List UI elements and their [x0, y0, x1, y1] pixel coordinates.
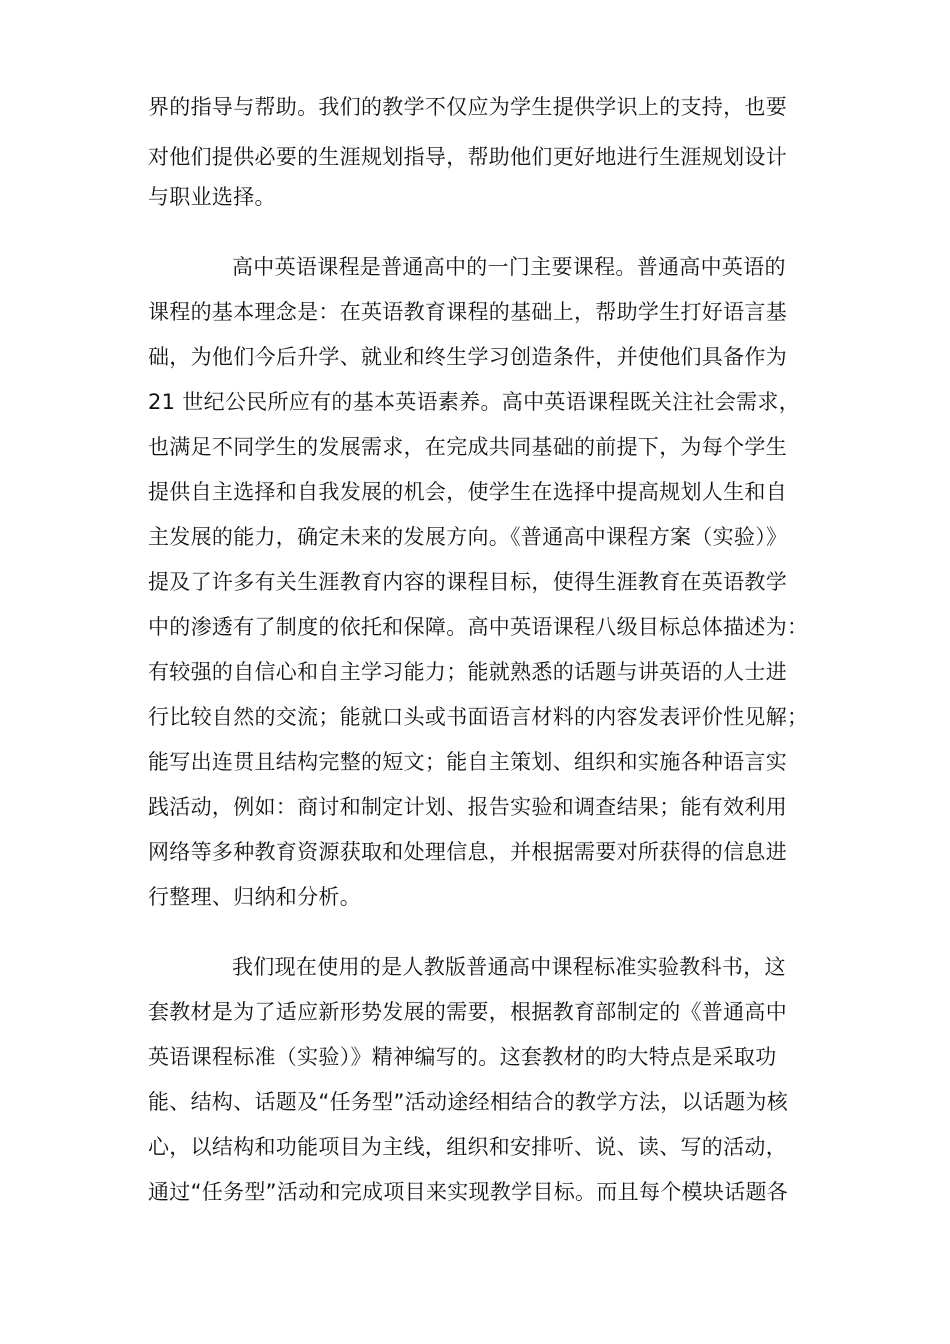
paragraph-2-line-5: 也满足不同学生的发展需求，在完成共同基础的前提下，为每个学生: [148, 435, 787, 459]
paragraph-1-line-1: 界的指导与帮助。我们的教学不仅应为学生提供学识上的支持，也要: [148, 95, 787, 119]
paragraph-2-line-10: 有较强的自信心和自主学习能力；能就熟悉的话题与讲英语的人士进: [148, 660, 787, 684]
paragraph-3-line-1: 我们现在使用的是人教版普通高中课程标准实验教科书，这: [232, 955, 786, 979]
paragraph-1-line-2: 对他们提供必要的生涯规划指导，帮助他们更好地进行生涯规划设计: [148, 145, 787, 169]
paragraph-3-line-5: 心，以结构和功能项目为主线，组织和安排听、说、读、写的活动，: [148, 1135, 787, 1159]
paragraph-2-line-6: 提供自主选择和自我发展的机会，使学生在选择中提高规划人生和自: [148, 480, 787, 504]
paragraph-2-line-9: 中的渗透有了制度的依托和保障。高中英语课程八级目标总体描述为：: [148, 615, 809, 639]
paragraph-2-line-2: 课程的基本理念是：在英语教育课程的基础上，帮助学生打好语言基: [148, 300, 787, 324]
paragraph-1-line-3: 与职业选择。: [148, 185, 276, 209]
paragraph-2-line-12: 能写出连贯且结构完整的短文；能自主策划、组织和实施各种语言实: [148, 750, 787, 774]
paragraph-3-line-6: 通过“任务型”活动和完成项目来实现教学目标。而且每个模块话题各: [148, 1180, 789, 1204]
paragraph-2-line-15: 行整理、归纳和分析。: [148, 885, 361, 909]
paragraph-3-line-3: 英语课程标准（实验）》精神编写的。这套教材的昀大特点是采取功: [148, 1045, 777, 1069]
paragraph-2-line-11: 行比较自然的交流；能就口头或书面语言材料的内容发表评价性见解；: [148, 705, 809, 729]
paragraph-2-line-1: 高中英语课程是普通高中的一门主要课程。普通高中英语的: [232, 255, 786, 279]
paragraph-3-line-4: 能、结构、话题及“任务型”活动途经相结合的教学方法，以话题为核: [148, 1090, 789, 1114]
paragraph-2-line-13: 践活动，例如：商讨和制定计划、报告实验和调查结果；能有效利用: [148, 795, 787, 819]
paragraph-2-line-4: 21 世纪公民所应有的基本英语素养。高中英语课程既关注社会需求，: [148, 390, 800, 414]
paragraph-2-line-7: 主发展的能力，确定未来的发展方向。《普通高中课程方案（实验）》: [148, 525, 788, 549]
paragraph-2-line-8: 提及了许多有关生涯教育内容的课程目标，使得生涯教育在英语教学: [148, 570, 787, 594]
paragraph-2-line-14: 网络等多种教育资源获取和处理信息，并根据需要对所获得的信息进: [148, 840, 787, 864]
paragraph-3-line-2: 套教材是为了适应新形势发展的需要，根据教育部制定的《普通高中: [148, 1000, 787, 1024]
paragraph-2-line-3: 础，为他们今后升学、就业和终生学习创造条件，并使他们具备作为: [148, 345, 787, 369]
